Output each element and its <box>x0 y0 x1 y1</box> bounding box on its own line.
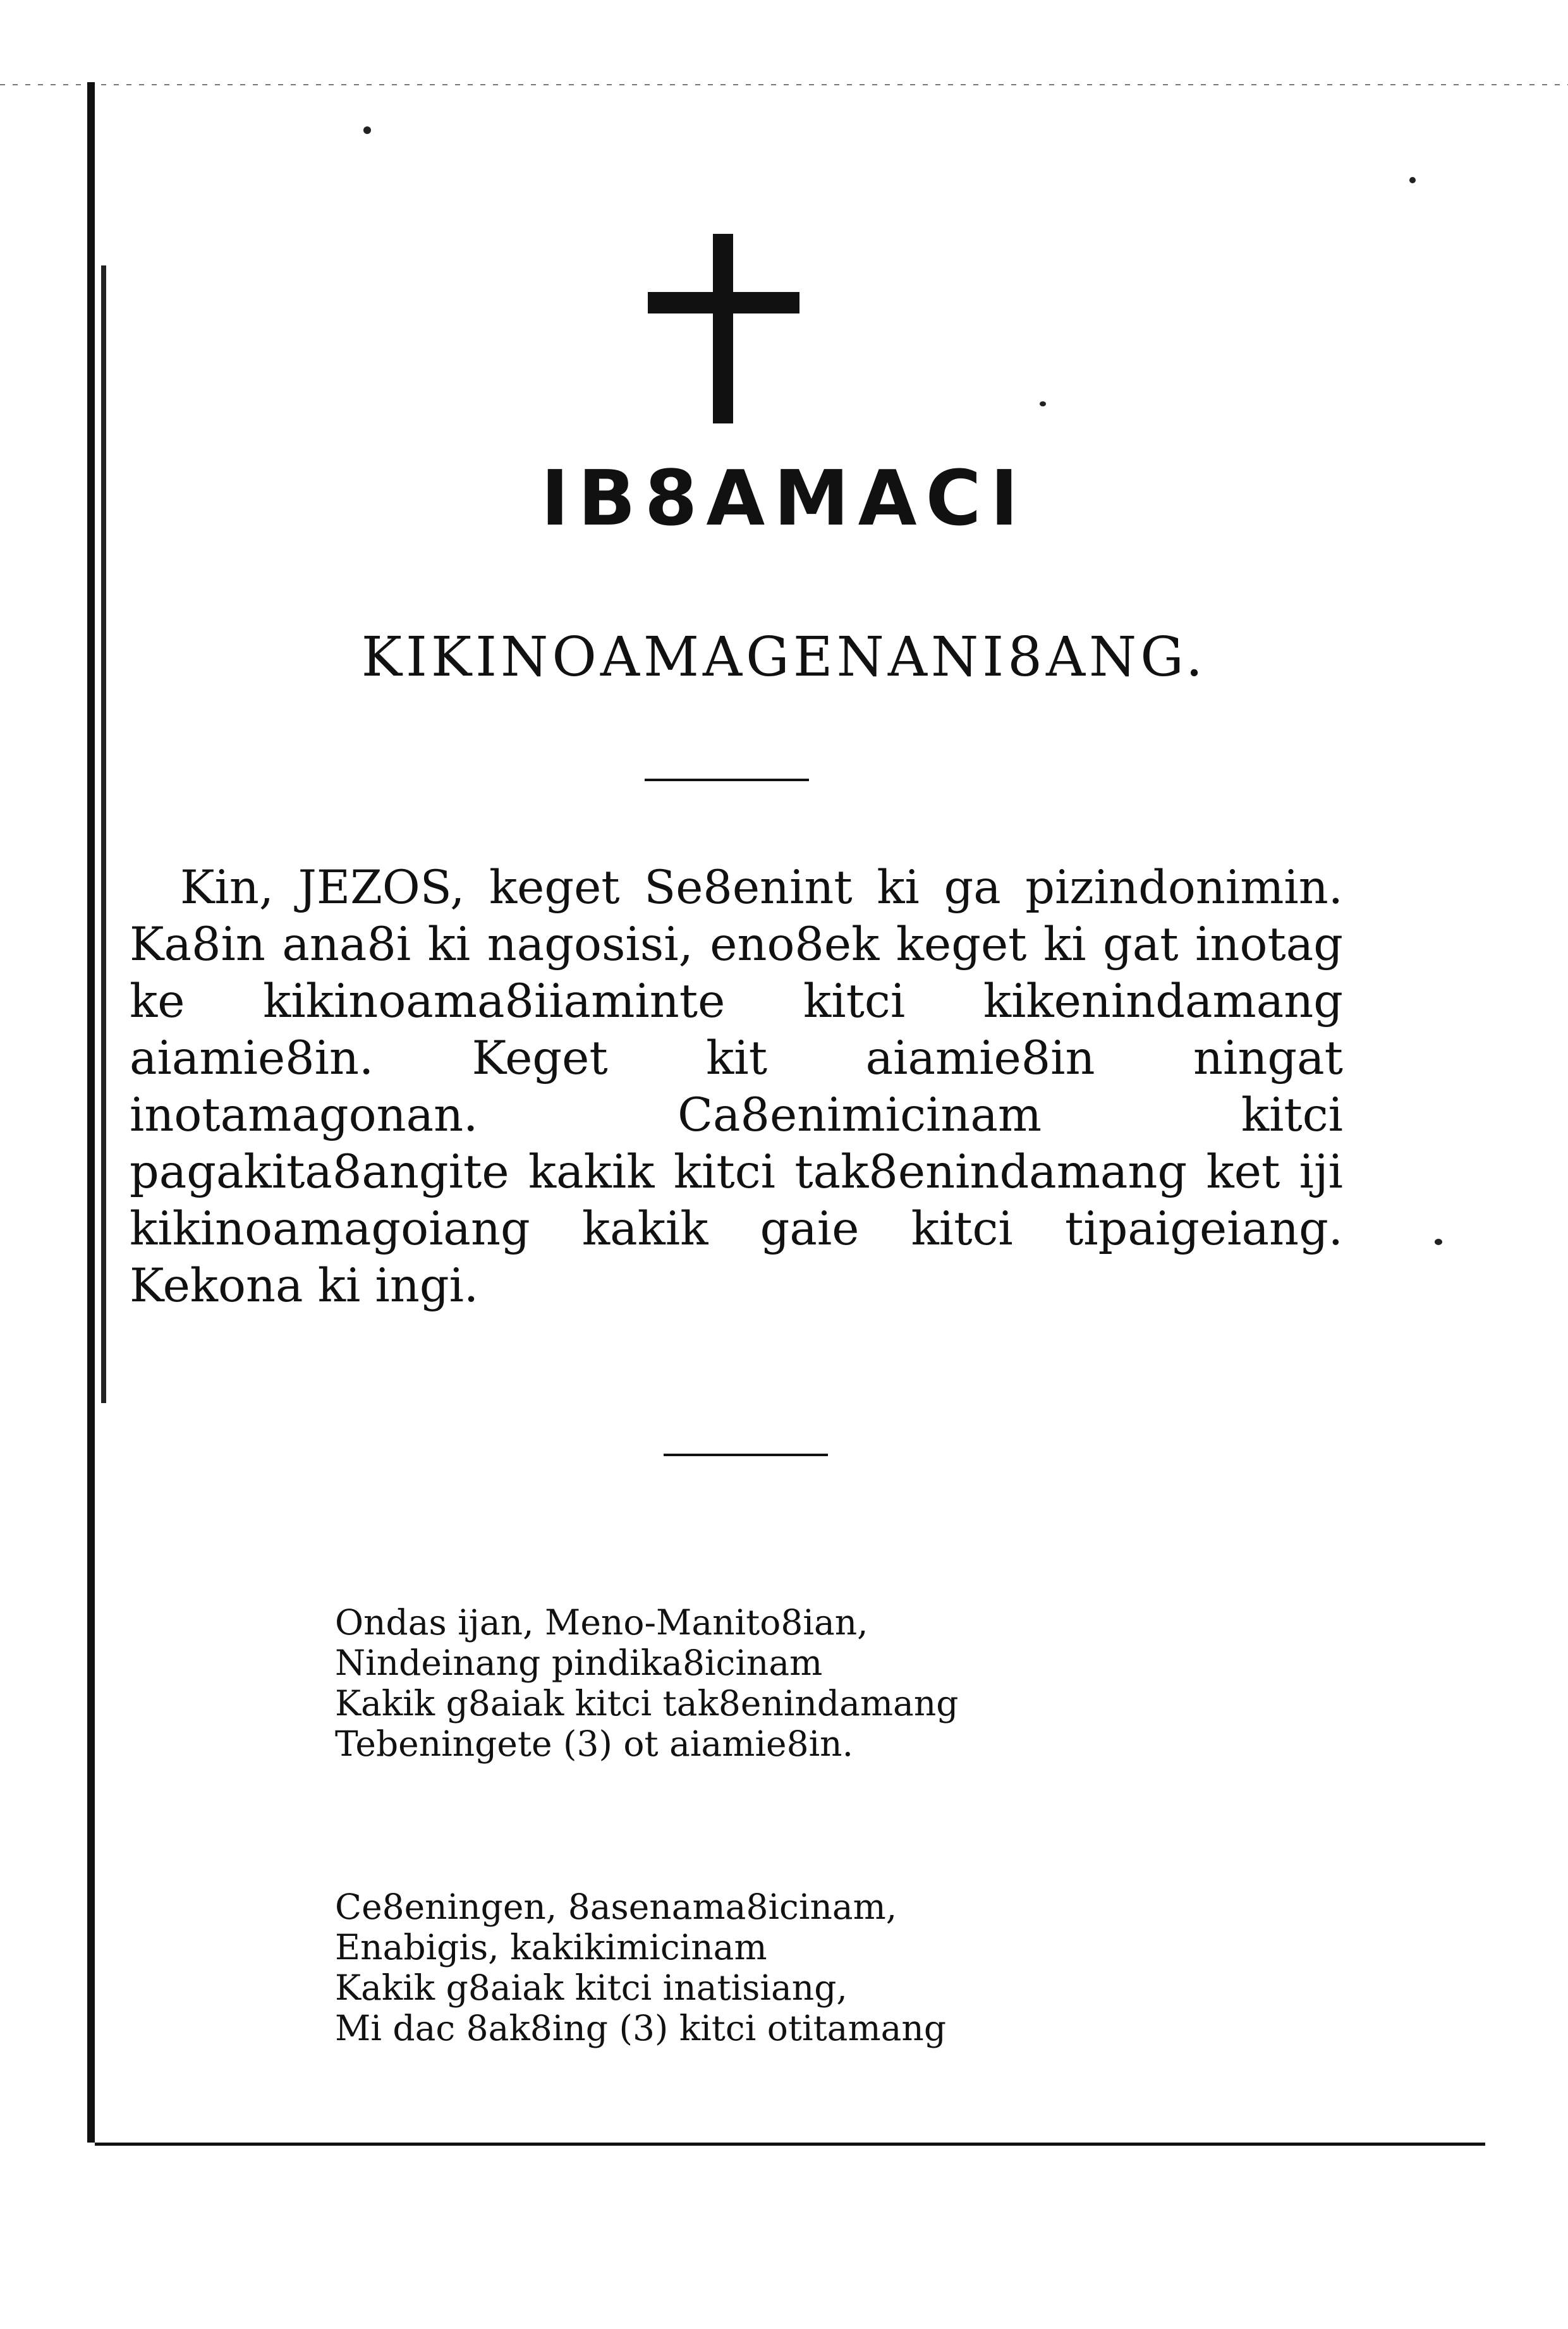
stanza-line: Ondas ijan, Meno-Manito8ian, <box>335 1602 868 1643</box>
stanza-line: Enabigis, kakikimicinam <box>335 1927 767 1967</box>
ink-speck <box>363 126 371 134</box>
prayer-text: Kin, JEZOS, keget Se8enint ki ga pizindonimin. Ka8in ana8i ki nagosisi, eno8ek keget ki gat inotag ke kikinoama8iiaminte kitci kikenindamang aiamie8in. Keget kit aiamie8in ningat inotamagonan. Ca8enimicinam kitci pagakita8angite kakik kitci tak8enindamang ket iji kikinoamagoiang kakik gaie kitci tipaigeiang. Kekona ki ingi. <box>130 861 1343 1313</box>
cross-icon <box>648 234 799 423</box>
stanza-line: Nindeinang pindika8icinam <box>335 1643 823 1683</box>
divider <box>645 779 809 781</box>
stanza-line: Ce8eningen, 8asenama8icinam, <box>335 1887 897 1927</box>
ink-speck <box>1040 401 1046 406</box>
bottom-edge-rule <box>95 2143 1485 2146</box>
binding-shadow <box>101 265 106 1403</box>
ink-speck <box>1409 177 1416 183</box>
binding-edge <box>87 82 95 2143</box>
page-title: IB8AMACI <box>540 455 1028 543</box>
stanza-line: Kakik g8aiak kitci inatisiang, <box>335 1967 848 2008</box>
stanza-line: Mi dac 8ak8ing (3) kitci otitamang <box>335 2008 947 2048</box>
top-edge-rule <box>0 84 1568 85</box>
prayer-paragraph <box>130 860 1343 1315</box>
hymn-stanza-2 <box>335 1887 1220 2048</box>
stanza-line: Kakik g8aiak kitci tak8enindamang <box>335 1683 959 1724</box>
divider <box>664 1454 828 1456</box>
page-subtitle: KIKINOAMAGENANI8ANG. <box>361 626 1207 689</box>
stanza-line: Tebeningete (3) ot aiamie8in. <box>335 1724 854 1764</box>
ink-speck <box>1435 1239 1442 1245</box>
hymn-stanza-1 <box>335 1602 1220 1764</box>
